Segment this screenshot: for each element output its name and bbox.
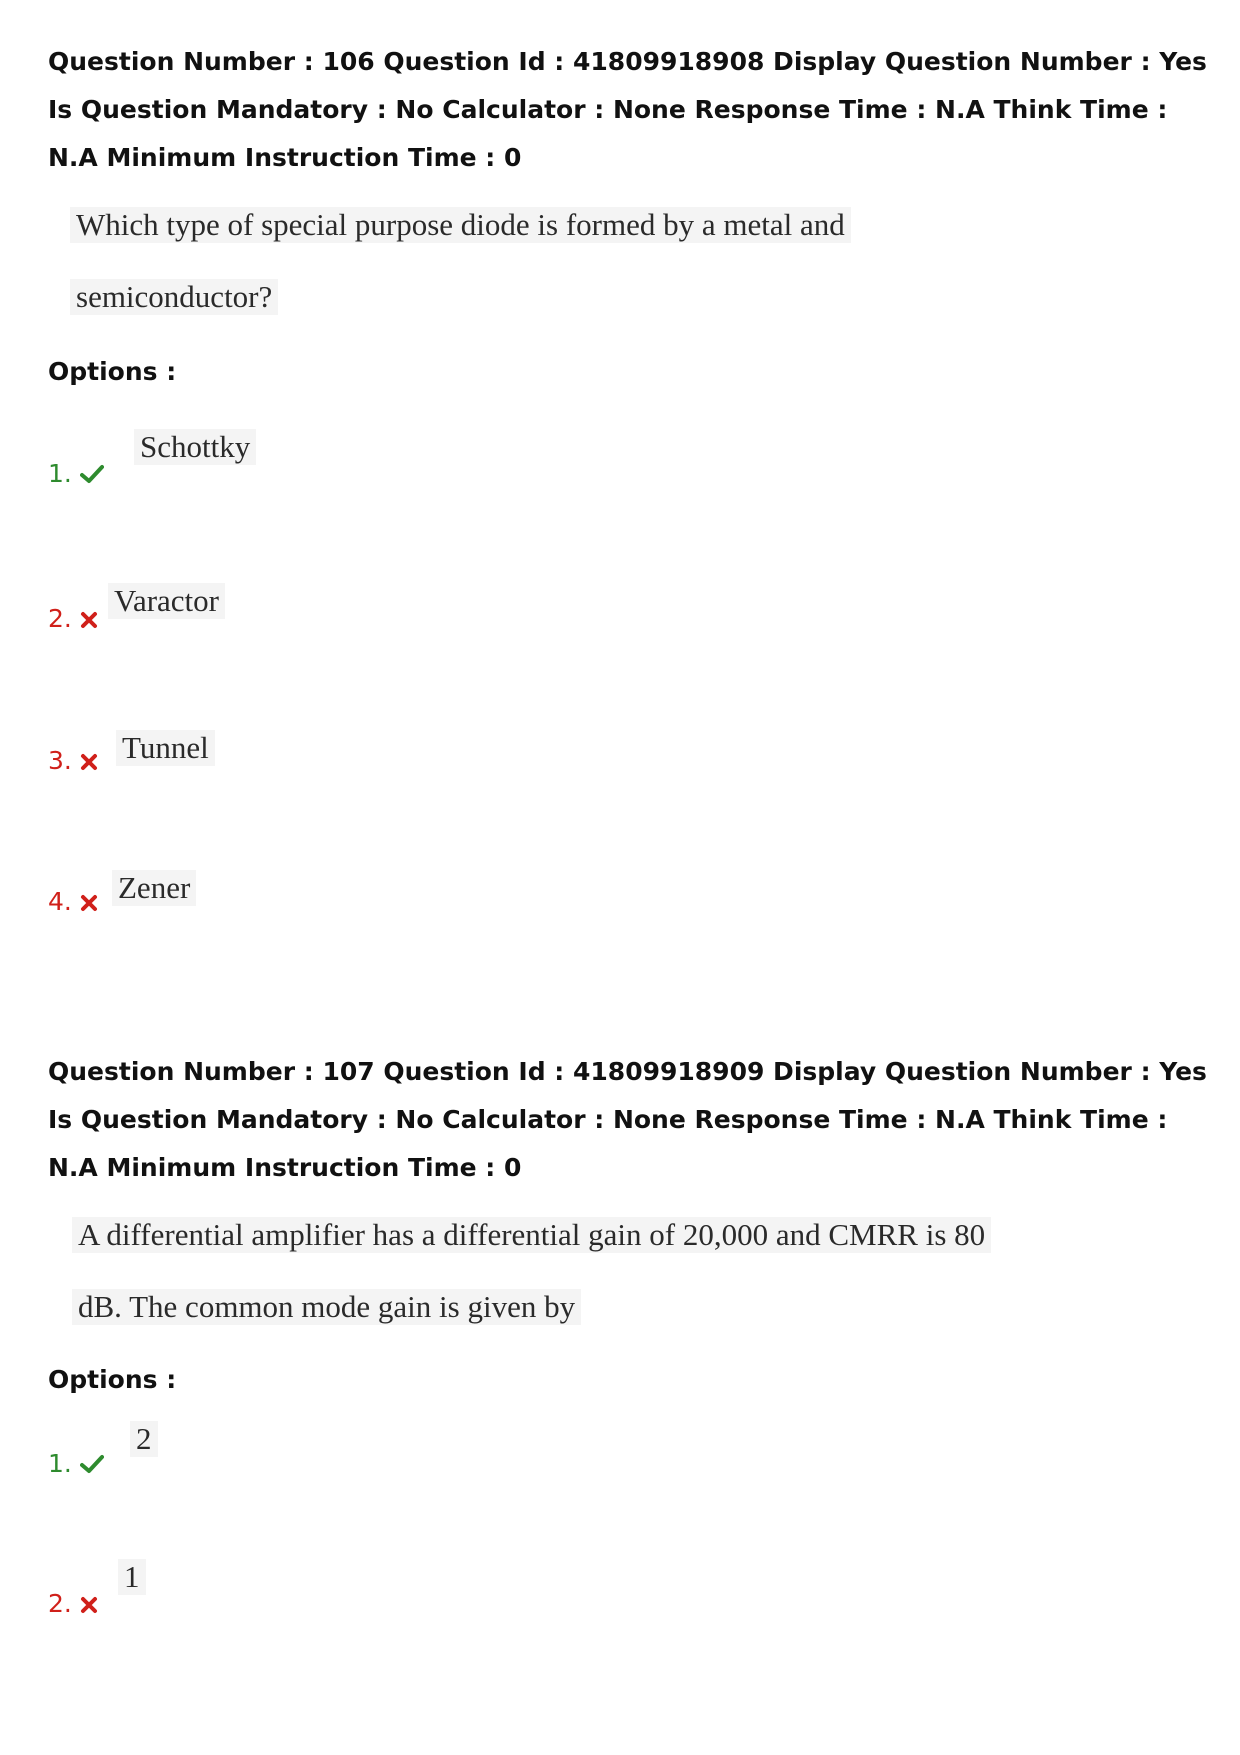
cross-icon bbox=[80, 748, 98, 777]
option-number bbox=[48, 1589, 98, 1620]
option-number-label: 2. bbox=[48, 604, 72, 633]
option-text: Zener bbox=[112, 870, 196, 906]
option-text: Schottky bbox=[134, 429, 256, 465]
question-text-line: dB. The common mode gain is given by bbox=[72, 1289, 581, 1325]
option-text: 2 bbox=[130, 1421, 158, 1457]
option-number-label: 2. bbox=[48, 1589, 72, 1618]
option-number bbox=[48, 604, 98, 635]
question-header: Question Number : 106 Question Id : 41809918908 Display Question Number : Yes Is Question Mandatory : No Calculator : None Response Time : N.A Think Time : N.A Minimum Instruction Time : 0 bbox=[48, 47, 1207, 172]
cross-icon bbox=[80, 1591, 98, 1620]
cross-icon bbox=[80, 889, 98, 918]
option-number-label: 1. bbox=[48, 1449, 72, 1478]
check-icon bbox=[80, 461, 104, 490]
options-label: Options : bbox=[48, 1365, 177, 1394]
option-text: Varactor bbox=[108, 583, 225, 619]
options-label: Options : bbox=[48, 357, 177, 386]
option-text: 1 bbox=[118, 1559, 146, 1595]
check-icon bbox=[80, 1451, 104, 1480]
option-number-label: 3. bbox=[48, 746, 72, 775]
question-header: Question Number : 107 Question Id : 41809918909 Display Question Number : Yes Is Question Mandatory : No Calculator : None Response Time : N.A Think Time : N.A Minimum Instruction Time : 0 bbox=[48, 1057, 1207, 1182]
question-text-line: A differential amplifier has a differential gain of 20,000 and CMRR is 80 bbox=[72, 1217, 991, 1253]
option-number bbox=[48, 746, 98, 777]
question-text-line: Which type of special purpose diode is formed by a metal and bbox=[70, 207, 851, 243]
option-number bbox=[48, 459, 104, 490]
cross-icon bbox=[80, 606, 98, 635]
option-text: Tunnel bbox=[116, 730, 215, 766]
option-number bbox=[48, 887, 98, 918]
option-number bbox=[48, 1449, 104, 1480]
question-text-line: semiconductor? bbox=[70, 279, 278, 315]
option-number-label: 4. bbox=[48, 887, 72, 916]
option-number-label: 1. bbox=[48, 459, 72, 488]
